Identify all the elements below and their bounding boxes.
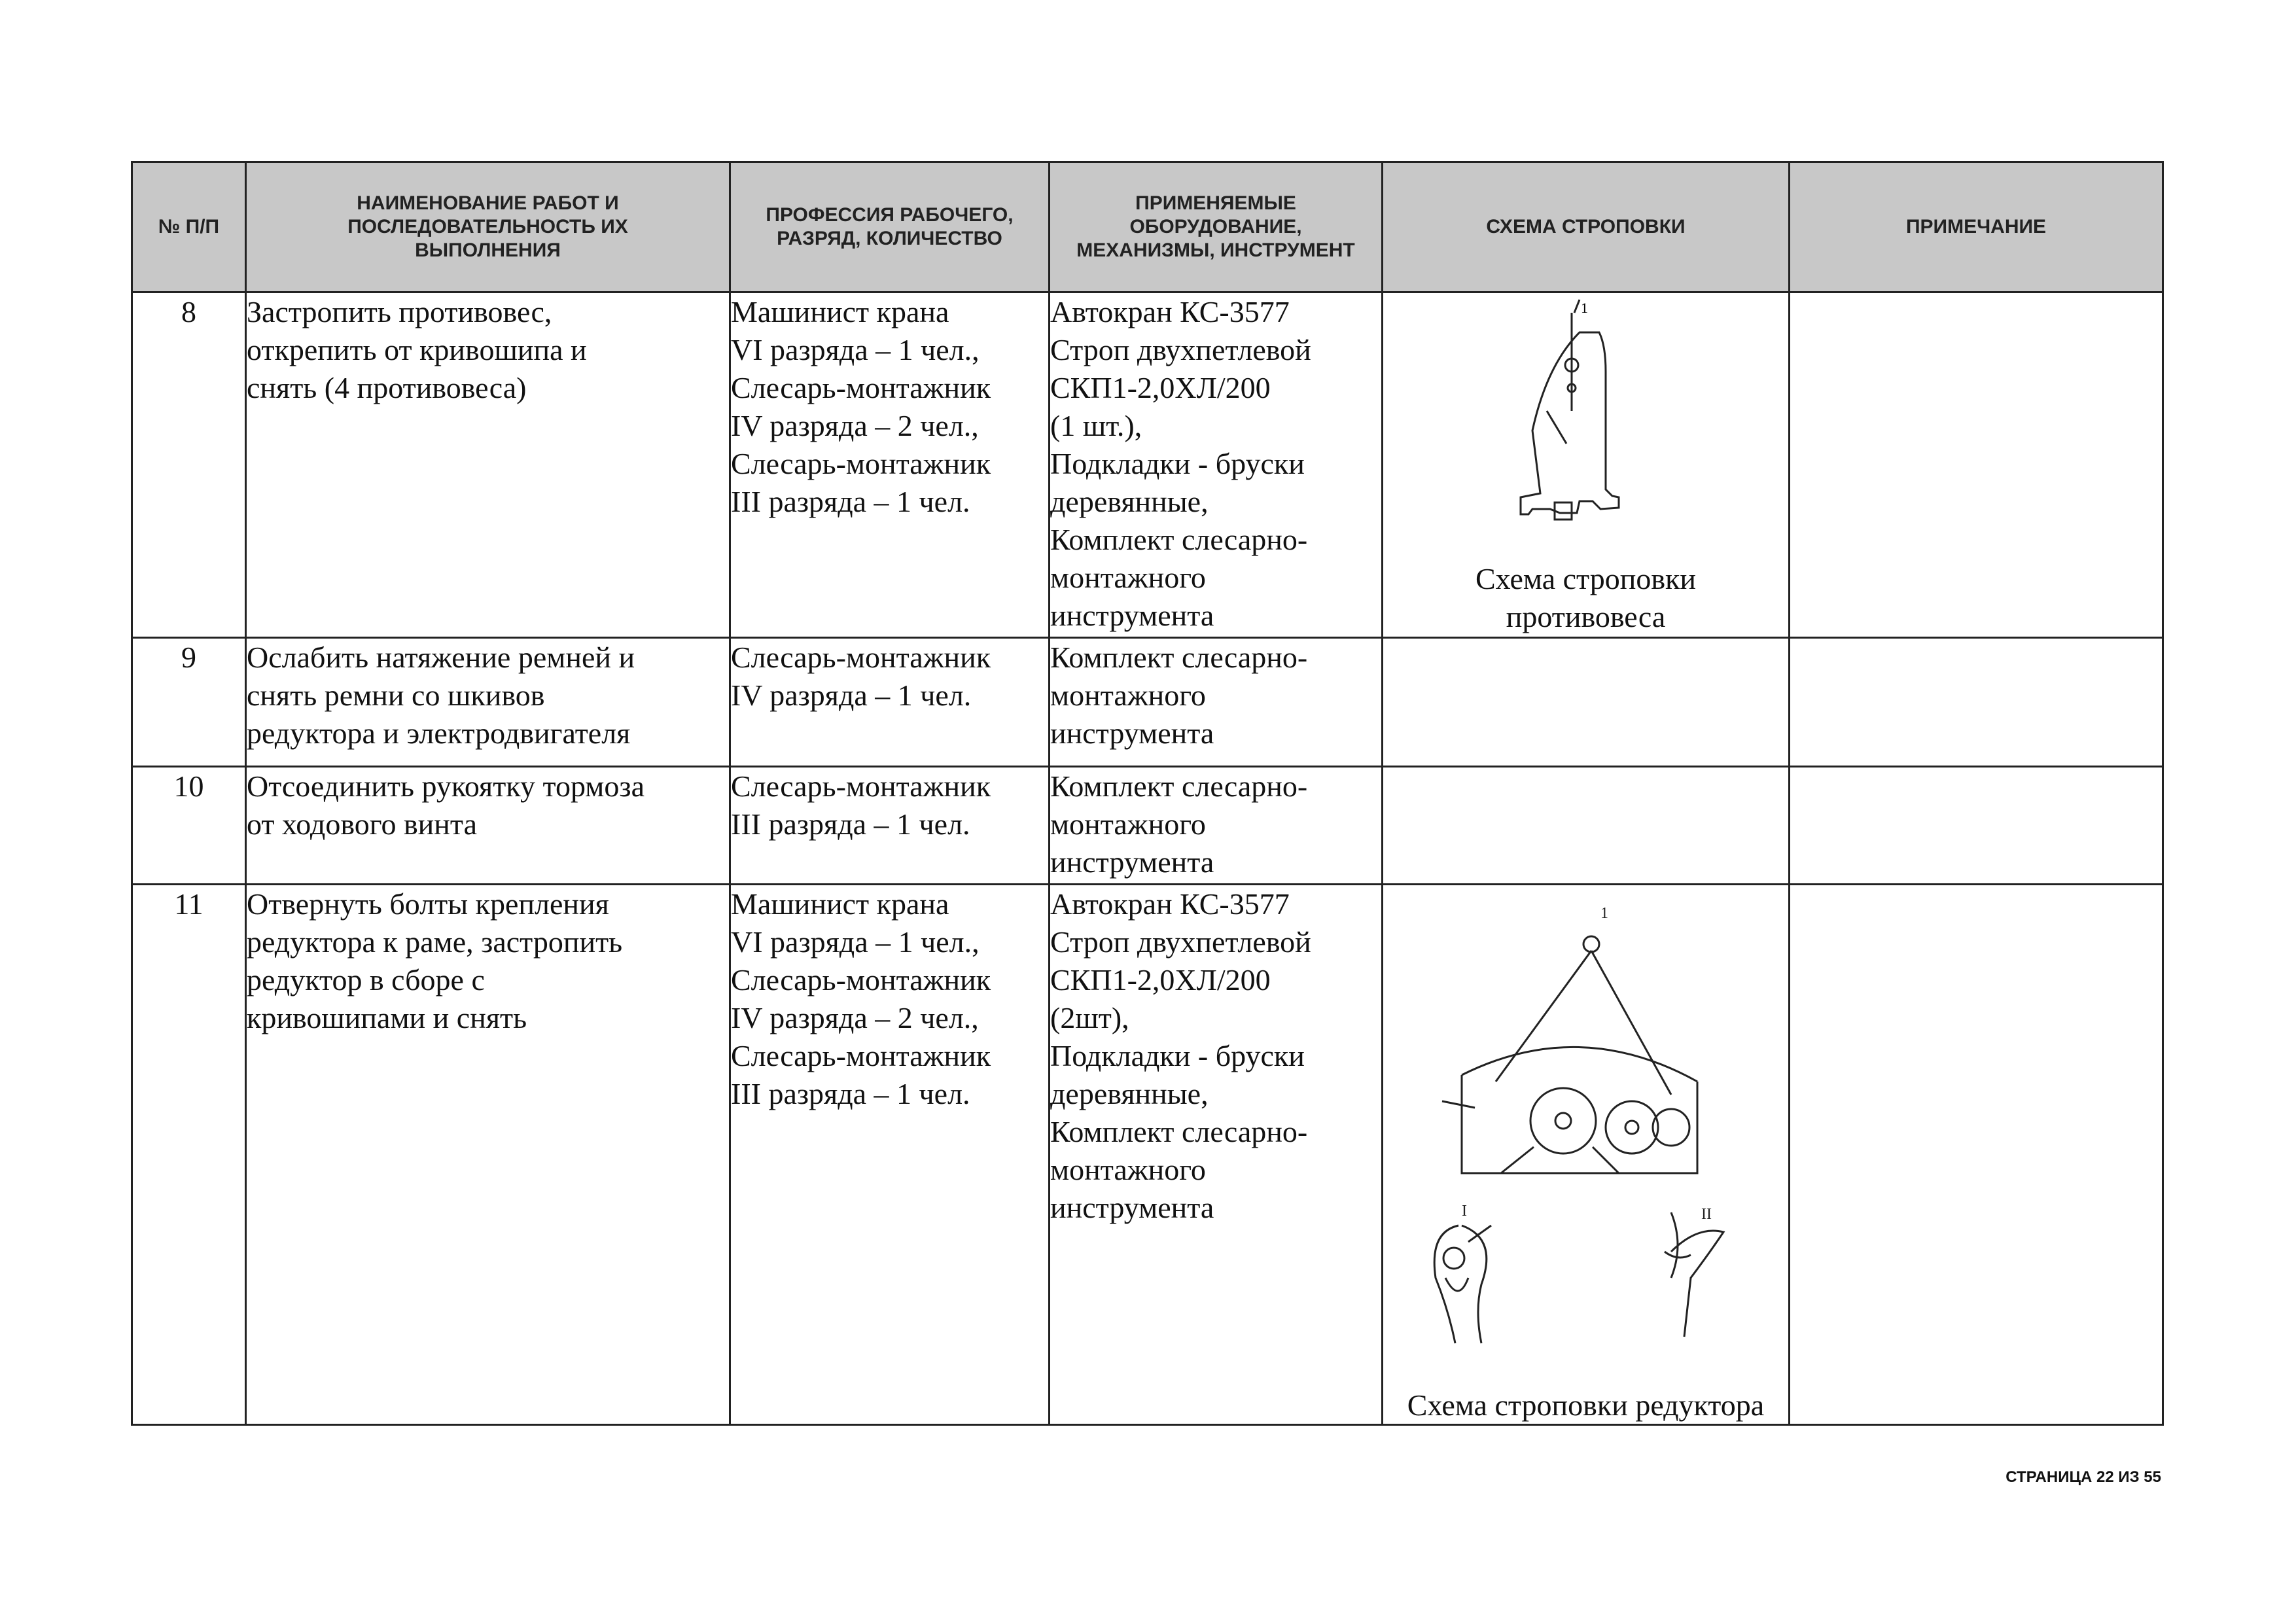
note-cell <box>1790 292 2163 638</box>
scheme-label: I <box>1462 1203 1467 1220</box>
profession: Машинист крана VI разряда – 1 чел., Слесарь-монтажник IV разряда – 2 чел., Слесарь-монтажник III разряда – 1 чел. <box>730 292 1050 638</box>
row-number: 11 <box>132 885 246 1425</box>
scheme-label: 1 <box>1600 905 1608 922</box>
work-description: Застропить противовес, открепить от кривошипа и снять (4 противовеса) <box>246 292 730 638</box>
note-cell <box>1790 885 2163 1425</box>
header-num: № П/П <box>132 162 246 292</box>
header-note: ПРИМЕЧАНИЕ <box>1790 162 2163 292</box>
header-row <box>132 162 2163 292</box>
scheme-label: 1 <box>1581 300 1588 316</box>
note-cell <box>1790 638 2163 767</box>
scheme-cell <box>1383 638 1790 767</box>
work-description: Отсоединить рукоятку тормоза от ходового винта <box>246 767 730 885</box>
equipment: Автокран КС-3577 Строп двухпетлевой СКП1-2,0ХЛ/200 (1 шт.), Подкладки - бруски деревянные, Комплект слесарно- монтажного инструмента <box>1050 292 1383 638</box>
work-description: Ослабить натяжение ремней и снять ремни со шкивов редуктора и электродвигателя <box>246 638 730 767</box>
equipment: Комплект слесарно- монтажного инструмента <box>1050 767 1383 885</box>
table-row <box>132 638 2163 767</box>
table-row <box>132 292 2163 638</box>
sling-scheme-counterweight <box>1383 292 1790 638</box>
scheme-label: II <box>1701 1206 1712 1223</box>
page-number: СТРАНИЦА 22 ИЗ 55 <box>2005 1468 2161 1486</box>
table-row <box>132 885 2163 1425</box>
equipment: Автокран КС-3577 Строп двухпетлевой СКП1-2,0ХЛ/200 (2шт), Подкладки - бруски деревянные, Комплект слесарно- монтажного инструмента <box>1050 885 1383 1425</box>
profession: Слесарь-монтажник III разряда – 1 чел. <box>730 767 1050 885</box>
profession: Машинист крана VI разряда – 1 чел., Слесарь-монтажник IV разряда – 2 чел., Слесарь-монтажник III разряда – 1 чел. <box>730 885 1050 1425</box>
row-number: 9 <box>132 638 246 767</box>
scheme-caption: Схема строповки редуктора <box>1407 1388 1765 1422</box>
reducer-drawing <box>1383 885 1790 1376</box>
table-row <box>132 767 2163 885</box>
work-table <box>131 161 2164 1426</box>
equipment: Комплект слесарно- монтажного инструмента <box>1050 638 1383 767</box>
row-number: 8 <box>132 292 246 638</box>
sling-scheme-reducer <box>1383 885 1790 1425</box>
header-equipment: ПРИМЕНЯЕМЫЕ ОБОРУДОВАНИЕ, МЕХАНИЗМЫ, ИНСТРУМЕНТ <box>1050 162 1383 292</box>
header-work: НАИМЕНОВАНИЕ РАБОТ И ПОСЛЕДОВАТЕЛЬНОСТЬ ИХ ВЫПОЛНЕНИЯ <box>246 162 730 292</box>
row-number: 10 <box>132 767 246 885</box>
header-scheme: СХЕМА СТРОПОВКИ <box>1383 162 1790 292</box>
note-cell <box>1790 767 2163 885</box>
work-description: Отвернуть болты крепления редуктора к раме, застропить редуктор в сборе с кривошипами и снять <box>246 885 730 1425</box>
profession: Слесарь-монтажник IV разряда – 1 чел. <box>730 638 1050 767</box>
counterweight-drawing <box>1383 293 1790 555</box>
header-profession: ПРОФЕССИЯ РАБОЧЕГО, РАЗРЯД, КОЛИЧЕСТВО <box>730 162 1050 292</box>
scheme-cell <box>1383 767 1790 885</box>
scheme-caption: Схема строповки противовеса <box>1475 562 1697 633</box>
